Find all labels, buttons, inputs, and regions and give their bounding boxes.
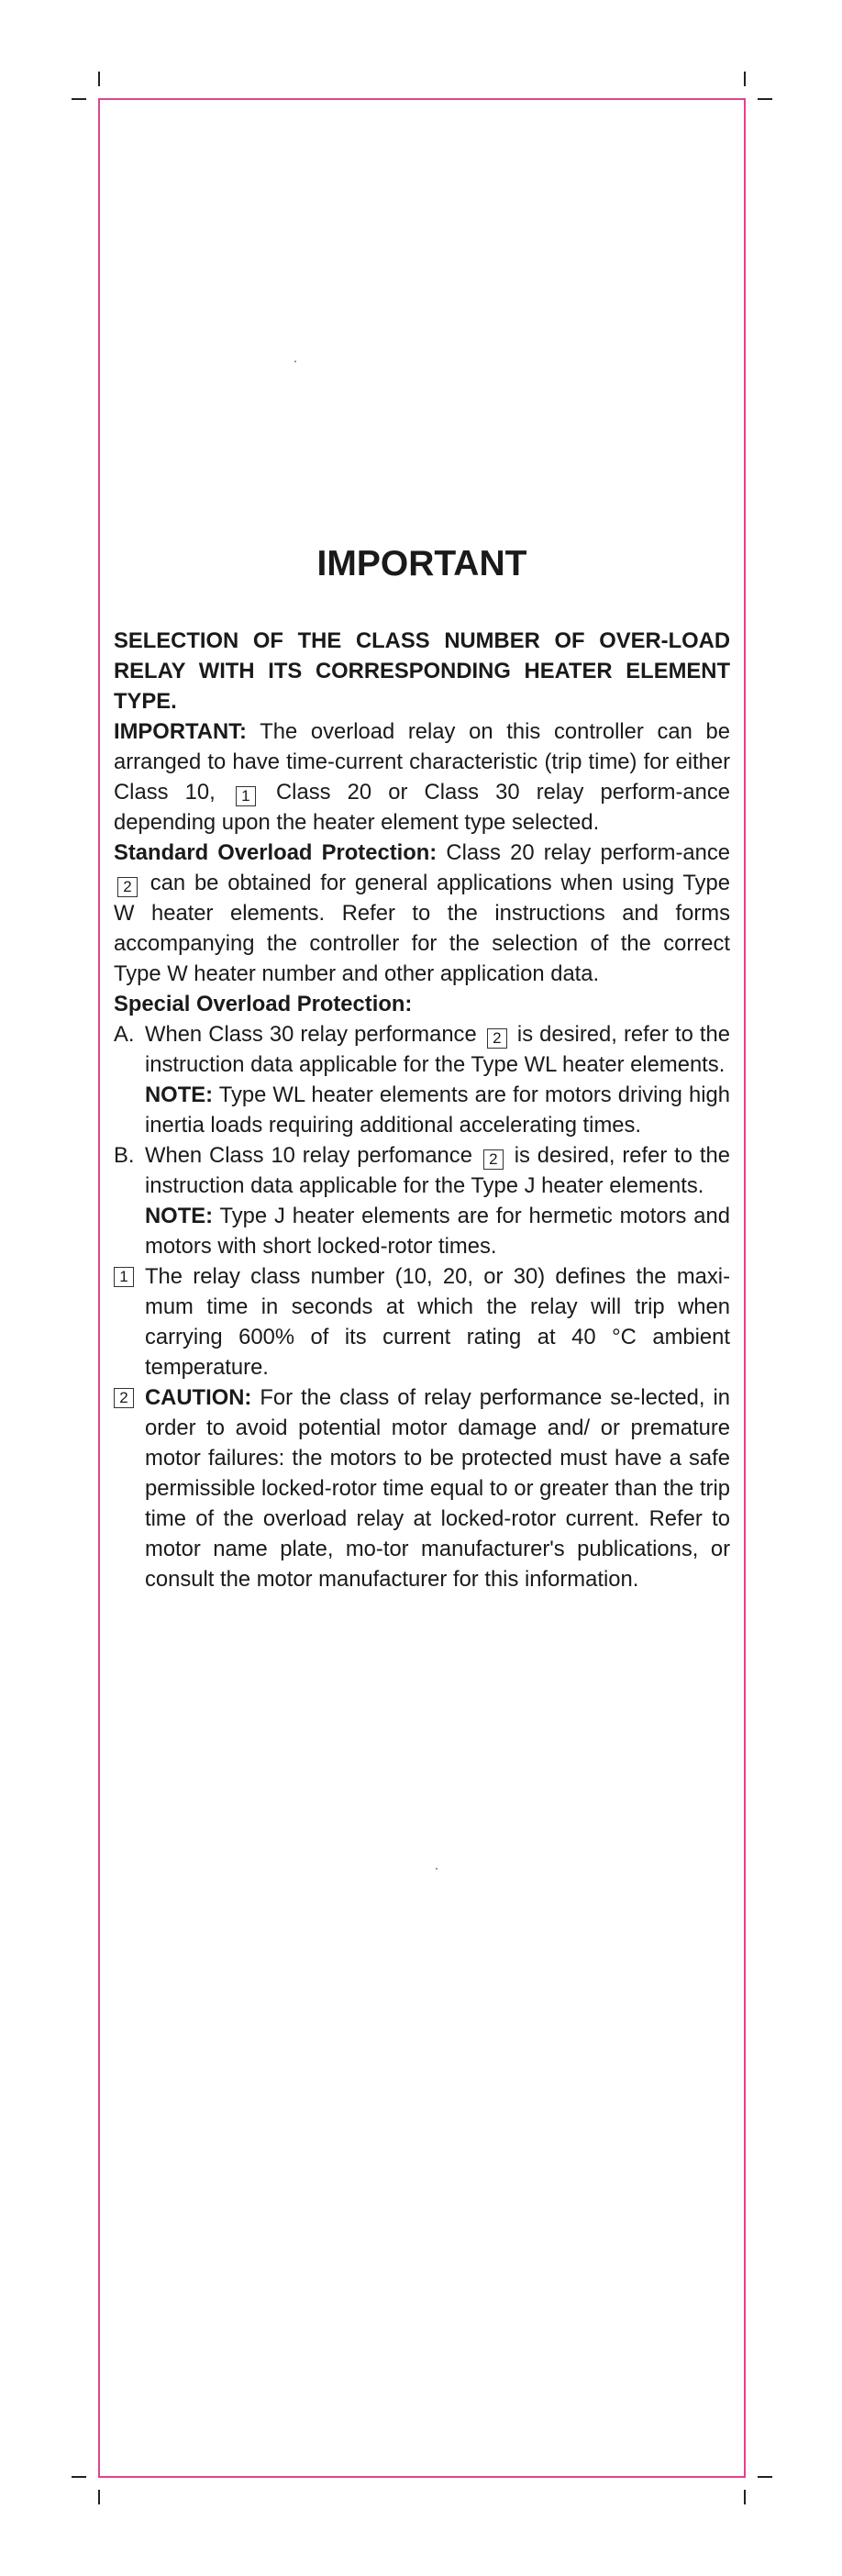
crop-mark-top-right xyxy=(744,72,746,86)
item-b-text-1: When Class 10 relay perfomance xyxy=(145,1143,472,1168)
footnote-ref-2-icon: 2 xyxy=(483,1149,504,1170)
list-item-a xyxy=(114,1019,730,1080)
crop-mark-bottom-right xyxy=(744,2490,746,2504)
note-text: Type WL heater elements are for motors driving high inertia loads requiring additional accelerating times. xyxy=(145,1083,731,1138)
standard-protection-paragraph xyxy=(114,838,730,989)
speck-mark xyxy=(294,361,296,362)
important-paragraph xyxy=(114,716,730,838)
standard-text-2: can be obtained for general applications when using Type W heater elements. Refer to the instructions and forms accompanying the controller for the selection of the correct Type W heater number and other application data. xyxy=(114,871,730,986)
note-text: Type J heater elements are for hermetic motors and motors with short locked-rotor times. xyxy=(145,1204,730,1259)
important-text-1: The overload relay on this controller can be arranged to have time-current characteristic (trip time) for either Class 10, xyxy=(114,719,731,805)
crop-mark-bottom-left-side xyxy=(72,2476,86,2478)
note-label: NOTE: xyxy=(145,1083,214,1107)
special-protection-heading xyxy=(114,989,730,1019)
crop-mark-top-left xyxy=(98,72,100,86)
item-a-text-2: is desired, refer to the instruction data applicable for the Type WL heater elements. xyxy=(145,1022,730,1077)
footnote-1 xyxy=(114,1261,730,1382)
item-a-note xyxy=(114,1080,730,1140)
crop-mark-bottom-right-side xyxy=(758,2476,772,2478)
footnote-ref-2-icon: 2 xyxy=(487,1028,507,1049)
crop-mark-top-right-side xyxy=(758,98,772,100)
crop-mark-bottom-left xyxy=(98,2490,100,2504)
special-protection-label: Special Overload Protection: xyxy=(114,992,413,1016)
speck-mark xyxy=(436,1868,438,1870)
item-a-text-1: When Class 30 relay performance xyxy=(145,1022,477,1047)
footnote-ref-1-icon: 1 xyxy=(236,786,256,806)
footnote-2 xyxy=(114,1382,730,1594)
item-b-note xyxy=(114,1201,730,1261)
item-b-text-2: is desired, refer to the instruction data applicable for the Type J heater elements. xyxy=(145,1143,730,1198)
important-label: IMPORTANT: xyxy=(114,719,247,744)
important-text-2: Class 20 or Class 30 relay perform-ance depending upon the heater element type selected. xyxy=(114,780,730,835)
caution-label: CAUTION: xyxy=(145,1385,252,1410)
page-title: IMPORTANT xyxy=(316,544,527,583)
footnote-1-text: The relay class number (10, 20, or 30) defines the maxi-mum time in seconds at which the relay will trip when carrying 600% of its current rating at 40 °C ambient temperature. xyxy=(145,1264,730,1380)
footnote-1-marker-icon: 1 xyxy=(114,1267,134,1287)
list-marker-a: A. xyxy=(114,1022,135,1047)
crop-mark-top-left-side xyxy=(72,98,86,100)
list-item-b xyxy=(114,1140,730,1201)
footnote-ref-2-icon: 2 xyxy=(117,877,138,897)
standard-text-1: Class 20 relay perform-ance xyxy=(446,840,730,865)
document-body xyxy=(114,543,730,1594)
section-heading: SELECTION OF THE CLASS NUMBER OF OVER-LOAD RELAY WITH ITS CORRESPONDING HEATER ELEMENT TYPE. xyxy=(114,628,730,714)
footnote-2-text: For the class of relay performance se-lected, in order to avoid potential motor damage and/ or premature motor failures: the motors to be protected must have a safe permissible locked-rotor time equal to or greater than the trip time of the overload relay at locked-rotor current. Refer to motor name plate, mo-tor manufacturer's publications, or consult the motor manufacturer for this information. xyxy=(145,1385,730,1592)
standard-protection-label: Standard Overload Protection: xyxy=(114,840,438,865)
list-marker-b: B. xyxy=(114,1143,135,1168)
note-label: NOTE: xyxy=(145,1204,214,1228)
footnote-2-marker-icon: 2 xyxy=(114,1388,134,1408)
